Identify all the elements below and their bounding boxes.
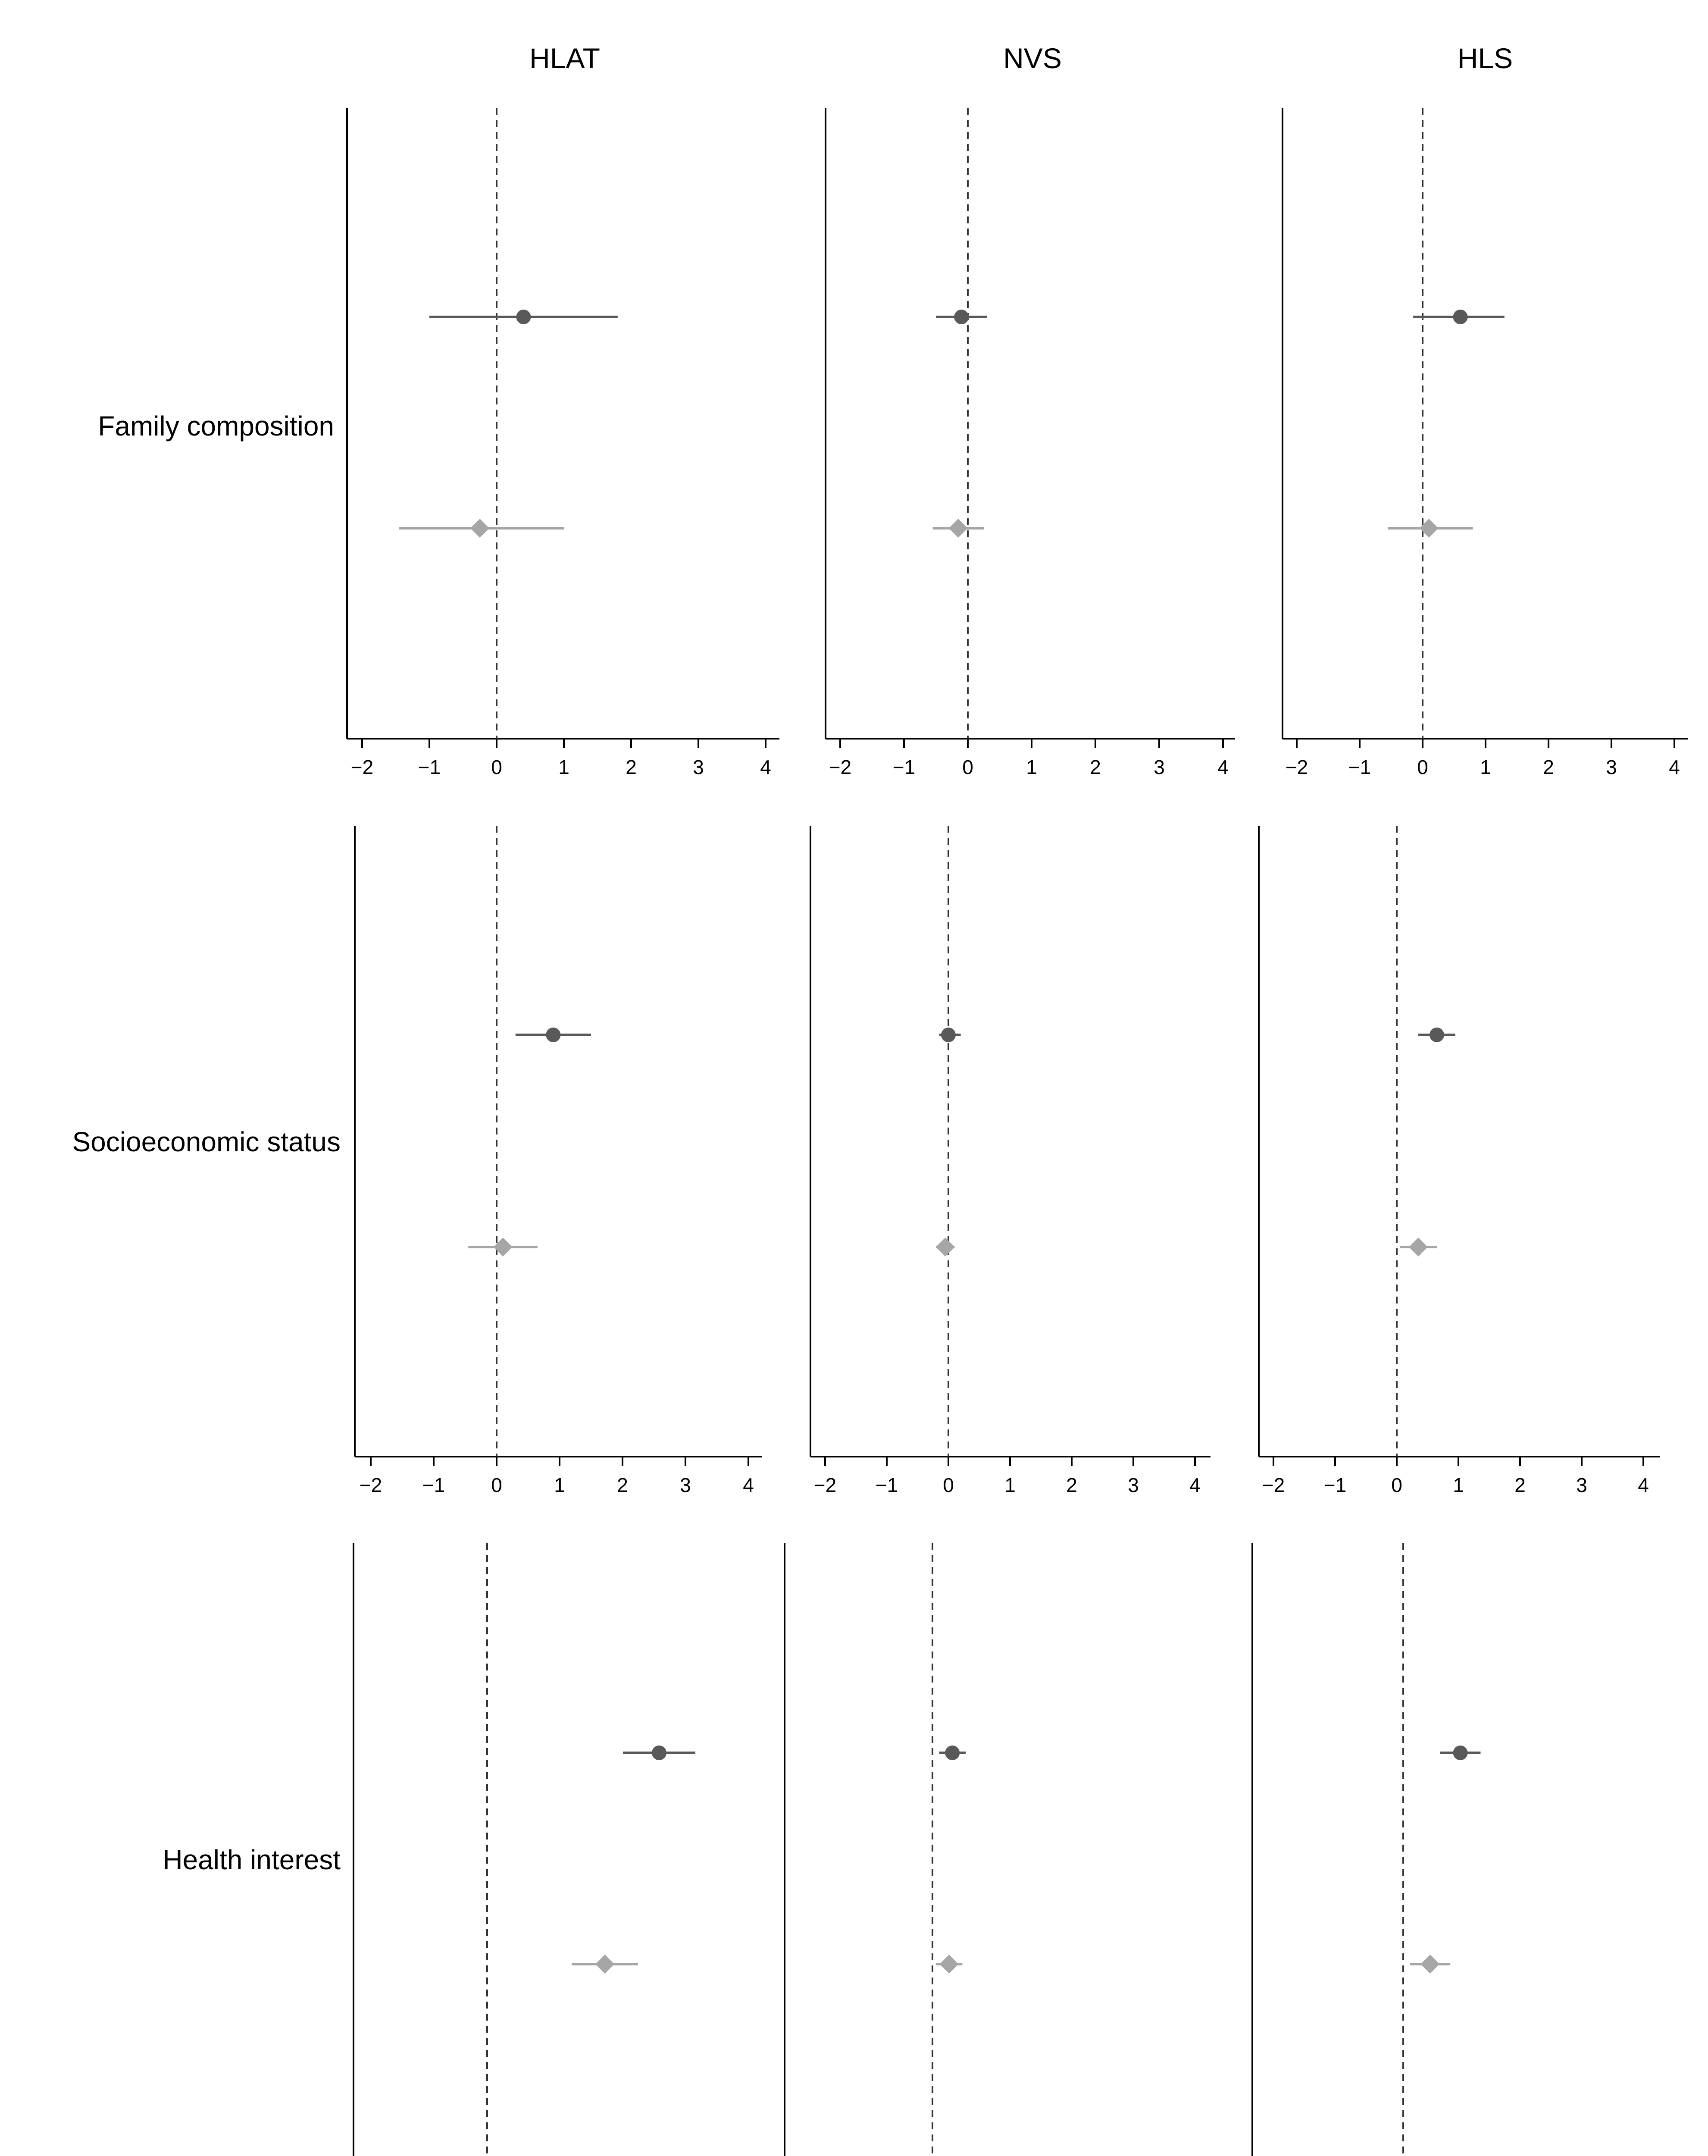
x-tick-label: −1: [1323, 1474, 1347, 1496]
unadjusted-point: [1430, 1028, 1444, 1042]
x-tick-label: 3: [1128, 1474, 1139, 1496]
panel-hls-row-3: [1252, 1543, 1686, 2156]
x-tick-label: −1: [418, 756, 441, 778]
row-label-health-interest: Health interest: [163, 1844, 341, 1875]
x-tick-label: 1: [558, 756, 569, 778]
x-tick-label: −1: [1348, 756, 1371, 778]
x-tick-label: 1: [1004, 1474, 1016, 1496]
panel-hls-row-1: [1283, 108, 1688, 778]
x-tick-label: 2: [1066, 1474, 1077, 1496]
unadjusted-point: [945, 1745, 960, 1760]
x-tick-label: 4: [1217, 756, 1229, 778]
column-titles: [529, 42, 1513, 74]
x-tick-label: 1: [1026, 756, 1037, 778]
x-tick-label: 2: [1543, 756, 1554, 778]
unadjusted-point: [652, 1745, 666, 1760]
adjusted-point: [1409, 1238, 1428, 1257]
adjusted-point: [949, 519, 968, 538]
x-tick-label: −2: [1285, 756, 1308, 778]
panel-nvs-row-3: [785, 1543, 1213, 2156]
x-tick-label: 4: [1638, 1474, 1649, 1496]
column-title-nvs: NVS: [1003, 42, 1062, 74]
x-tick-label: 4: [743, 1474, 754, 1496]
x-tick-label: 0: [491, 1474, 502, 1496]
x-tick-label: 2: [1514, 1474, 1526, 1496]
adjusted-point: [1420, 1955, 1439, 1974]
x-tick-label: 0: [1417, 756, 1428, 778]
x-tick-label: −2: [829, 756, 852, 778]
x-tick-label: 4: [1669, 756, 1680, 778]
x-tick-label: 3: [680, 1474, 691, 1496]
x-tick-label: 2: [1090, 756, 1101, 778]
unadjusted-point: [546, 1028, 560, 1042]
adjusted-point: [470, 519, 489, 538]
unadjusted-point: [1453, 1745, 1468, 1760]
x-tick-label: 4: [760, 756, 771, 778]
x-tick-label: 3: [1576, 1474, 1587, 1496]
column-title-hls: HLS: [1457, 42, 1513, 74]
panel-hlat-row-1: [347, 108, 779, 778]
panel-nvs-row-2: [810, 826, 1211, 1496]
x-tick-label: 0: [491, 756, 502, 778]
row-label-family-composition: Family composition: [98, 411, 334, 442]
panel-nvs-row-1: [826, 108, 1235, 778]
unadjusted-point: [941, 1028, 956, 1042]
adjusted-point: [936, 1238, 955, 1257]
x-tick-label: −1: [892, 756, 916, 778]
x-tick-label: 0: [962, 756, 973, 778]
panel-hlat-row-3: [353, 1543, 744, 2156]
unadjusted-point: [954, 310, 969, 324]
row-label-socioeconomic-status: Socioeconomic status: [72, 1126, 341, 1157]
column-title-hlat: HLAT: [529, 42, 600, 74]
x-tick-label: 4: [1189, 1474, 1201, 1496]
unadjusted-point: [1453, 310, 1468, 324]
x-tick-label: 0: [1391, 1474, 1402, 1496]
x-tick-label: 0: [943, 1474, 954, 1496]
x-tick-label: 1: [554, 1474, 565, 1496]
x-tick-label: 2: [626, 756, 637, 778]
x-tick-label: 3: [1154, 756, 1165, 778]
x-tick-label: 1: [1480, 756, 1491, 778]
x-tick-label: 3: [1606, 756, 1617, 778]
x-tick-label: −2: [350, 756, 374, 778]
x-tick-label: −1: [422, 1474, 445, 1496]
x-tick-label: −2: [1262, 1474, 1285, 1496]
adjusted-point: [940, 1955, 959, 1974]
panel-hls-row-2: [1259, 826, 1660, 1496]
unadjusted-point: [516, 310, 531, 324]
adjusted-point: [595, 1955, 614, 1974]
row-labels: [72, 411, 341, 1875]
x-tick-label: −1: [875, 1474, 898, 1496]
x-tick-label: −2: [813, 1474, 837, 1496]
x-tick-label: −2: [359, 1474, 382, 1496]
panel-hlat-row-2: [355, 826, 762, 1496]
x-tick-label: 1: [1453, 1474, 1464, 1496]
x-tick-label: 2: [617, 1474, 628, 1496]
panel-grid: [347, 108, 1688, 2156]
x-tick-label: 3: [693, 756, 704, 778]
